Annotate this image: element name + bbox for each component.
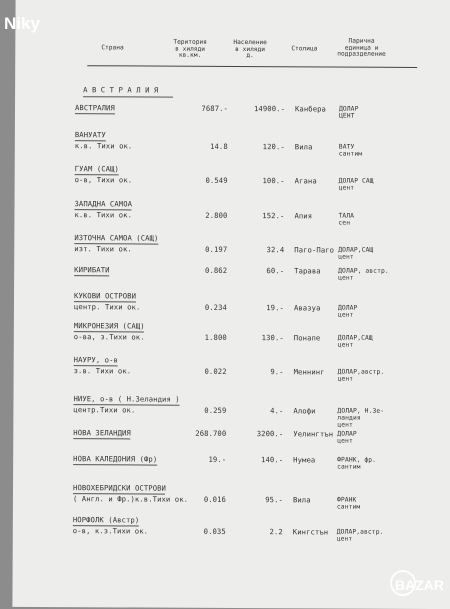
population-value: 95.- — [265, 495, 283, 505]
population-value: 19.- — [266, 303, 284, 313]
capital-name: Вила — [294, 142, 313, 152]
population-value: 3200.- — [256, 429, 284, 439]
population-value: 2.2 — [269, 527, 283, 537]
bazar-text: BAZAR — [395, 577, 444, 593]
currency-value: ФРАНК сантим — [336, 496, 361, 511]
capital-name: Агана — [294, 176, 317, 186]
country-name: АВСТРАЛИЯ — [74, 103, 115, 113]
country-name: ВАНУАТУ — [74, 130, 106, 140]
country-name: НАУРУ, о-в — [73, 355, 119, 365]
currency-value: ДОЛАР ЦЕНТ — [338, 105, 359, 120]
bazar-watermark — [390, 570, 446, 596]
currency-value: ДОЛАР, австр. цент — [338, 267, 389, 282]
territory-value: 0.016 — [203, 494, 226, 504]
country-name: ИЗТОЧНА САМОА (САЩ) — [74, 233, 159, 243]
population-value: 100.- — [262, 176, 285, 186]
header-capital: Столица — [291, 45, 318, 53]
country-name: ГУАМ (САЩ) — [74, 164, 120, 174]
country-location: изт. Тихи ок. — [74, 244, 132, 254]
territory-value: 0.035 — [203, 526, 226, 536]
country-name: НОВА КАЛЕДОНИЯ (Фр) — [73, 454, 158, 464]
capital-name: Тарава — [294, 266, 321, 276]
population-value: 152.- — [262, 211, 285, 221]
country-location: к.в. Тихи ок. — [74, 141, 133, 151]
section-title-underline — [83, 96, 173, 97]
capital-name: Меннинг — [293, 367, 325, 377]
territory-value: 0.234 — [204, 302, 227, 312]
niky-logo: Niky — [4, 14, 40, 33]
territory-value: 7687.- — [201, 103, 229, 113]
header-country: Страна — [101, 44, 124, 52]
currency-value: ДОЛАР,САЩ цент — [338, 246, 374, 261]
population-value: 130.- — [261, 333, 284, 343]
country-name: НОВА ЗЕЛАНДИЯ — [73, 428, 131, 438]
country-location: к.в. Тихи ок. — [74, 210, 133, 220]
population-value: 4.- — [270, 406, 284, 416]
country-name-underline — [73, 464, 157, 465]
country-name: КУКОВИ ОСТРОВИ — [74, 291, 137, 301]
capital-name: Канбера — [294, 104, 327, 114]
country-name-underline — [74, 275, 109, 276]
territory-value: 0.862 — [205, 265, 228, 275]
capital-name: Вила — [292, 495, 311, 505]
country-location: з.в. Тихи ок. — [73, 366, 132, 376]
territory-value: 268.700 — [195, 428, 227, 438]
currency-value: ДОЛАР цент — [337, 430, 357, 445]
population-value: 60.- — [266, 266, 285, 276]
header-rule — [87, 65, 417, 68]
territory-value: 1.800 — [204, 332, 227, 342]
country-name: НОРФОЛК (Австр) — [72, 515, 140, 525]
country-name-underline — [73, 438, 130, 439]
currency-value: ДОЛАР, Н.Зе- ландия цент — [337, 407, 385, 429]
currency-value: ДОЛАР,австр. цент — [337, 368, 385, 383]
country-name: ЗАПАДНА САМОА — [74, 199, 133, 209]
country-location: центр.Тихи ок. — [73, 405, 136, 415]
population-value: 120.- — [262, 142, 285, 152]
capital-name: Кингстън — [292, 527, 329, 537]
currency-value: ТАЛА сен — [338, 212, 355, 227]
country-name: КИРИБАТИ — [74, 265, 110, 275]
header-population: Население в хиляди д. — [233, 38, 267, 60]
capital-name: Нумеа — [293, 455, 316, 465]
territory-value: 0.022 — [204, 366, 227, 376]
population-value: 32.4 — [266, 245, 285, 255]
currency-value: ДОЛАР САЩ цент — [338, 177, 374, 192]
capital-name: Уелингтън — [293, 429, 334, 439]
population-value: 140.- — [261, 455, 284, 465]
document-page — [12, 0, 450, 609]
currency-value: ДОЛАР,австр. цент — [336, 528, 384, 543]
population-value: 9.- — [270, 367, 284, 377]
header-currency: Парична единица и подразделение — [337, 37, 386, 58]
country-name-underline — [75, 113, 115, 114]
country-location: о-в, к.з.Тихи ок. — [72, 526, 149, 536]
capital-name: Паго-Паго — [294, 245, 335, 255]
capital-name: Понапе — [293, 333, 321, 343]
country-name: НОВОХЕБРИДСКИ ОСТРОВИ — [73, 483, 167, 493]
country-name: НИУЕ, о-в ( Н.Зеландия ) — [73, 394, 180, 404]
country-location: ( Англ. и Фр.)к.в.Тихи ок. — [72, 494, 189, 504]
capital-name: Авазуа — [293, 303, 321, 313]
currency-value: ВАТУ сантим — [338, 143, 363, 158]
population-value: 14900.- — [253, 104, 286, 114]
country-name: МИКРОНЕЗИЯ (САЩ) — [73, 321, 145, 331]
territory-value: 0.259 — [204, 405, 227, 415]
territory-value: 14.8 — [210, 141, 228, 151]
currency-value: ДОЛАР,САЩ цент — [337, 334, 373, 349]
territory-value: 0.197 — [205, 244, 228, 254]
header-territory: Територия в хиляди кв.км. — [173, 38, 207, 59]
currency-value: ДОЛАР цент — [337, 304, 358, 319]
currency-value: ФРАНК, фр. сантим — [337, 456, 377, 471]
territory-value: 0.549 — [205, 175, 228, 185]
territory-value: 2.800 — [205, 210, 228, 220]
capital-name: Алофи — [293, 406, 316, 416]
country-location: центр. Тихи ок. — [73, 302, 141, 312]
section-title: А В С Т Р А Л И Я — [83, 85, 159, 95]
capital-name: Апия — [294, 211, 313, 221]
country-location: о-в, Тихи ок. — [74, 175, 133, 185]
territory-value: 19.- — [208, 454, 227, 464]
country-location: о-ва, з.Тихи ок. — [73, 332, 145, 342]
